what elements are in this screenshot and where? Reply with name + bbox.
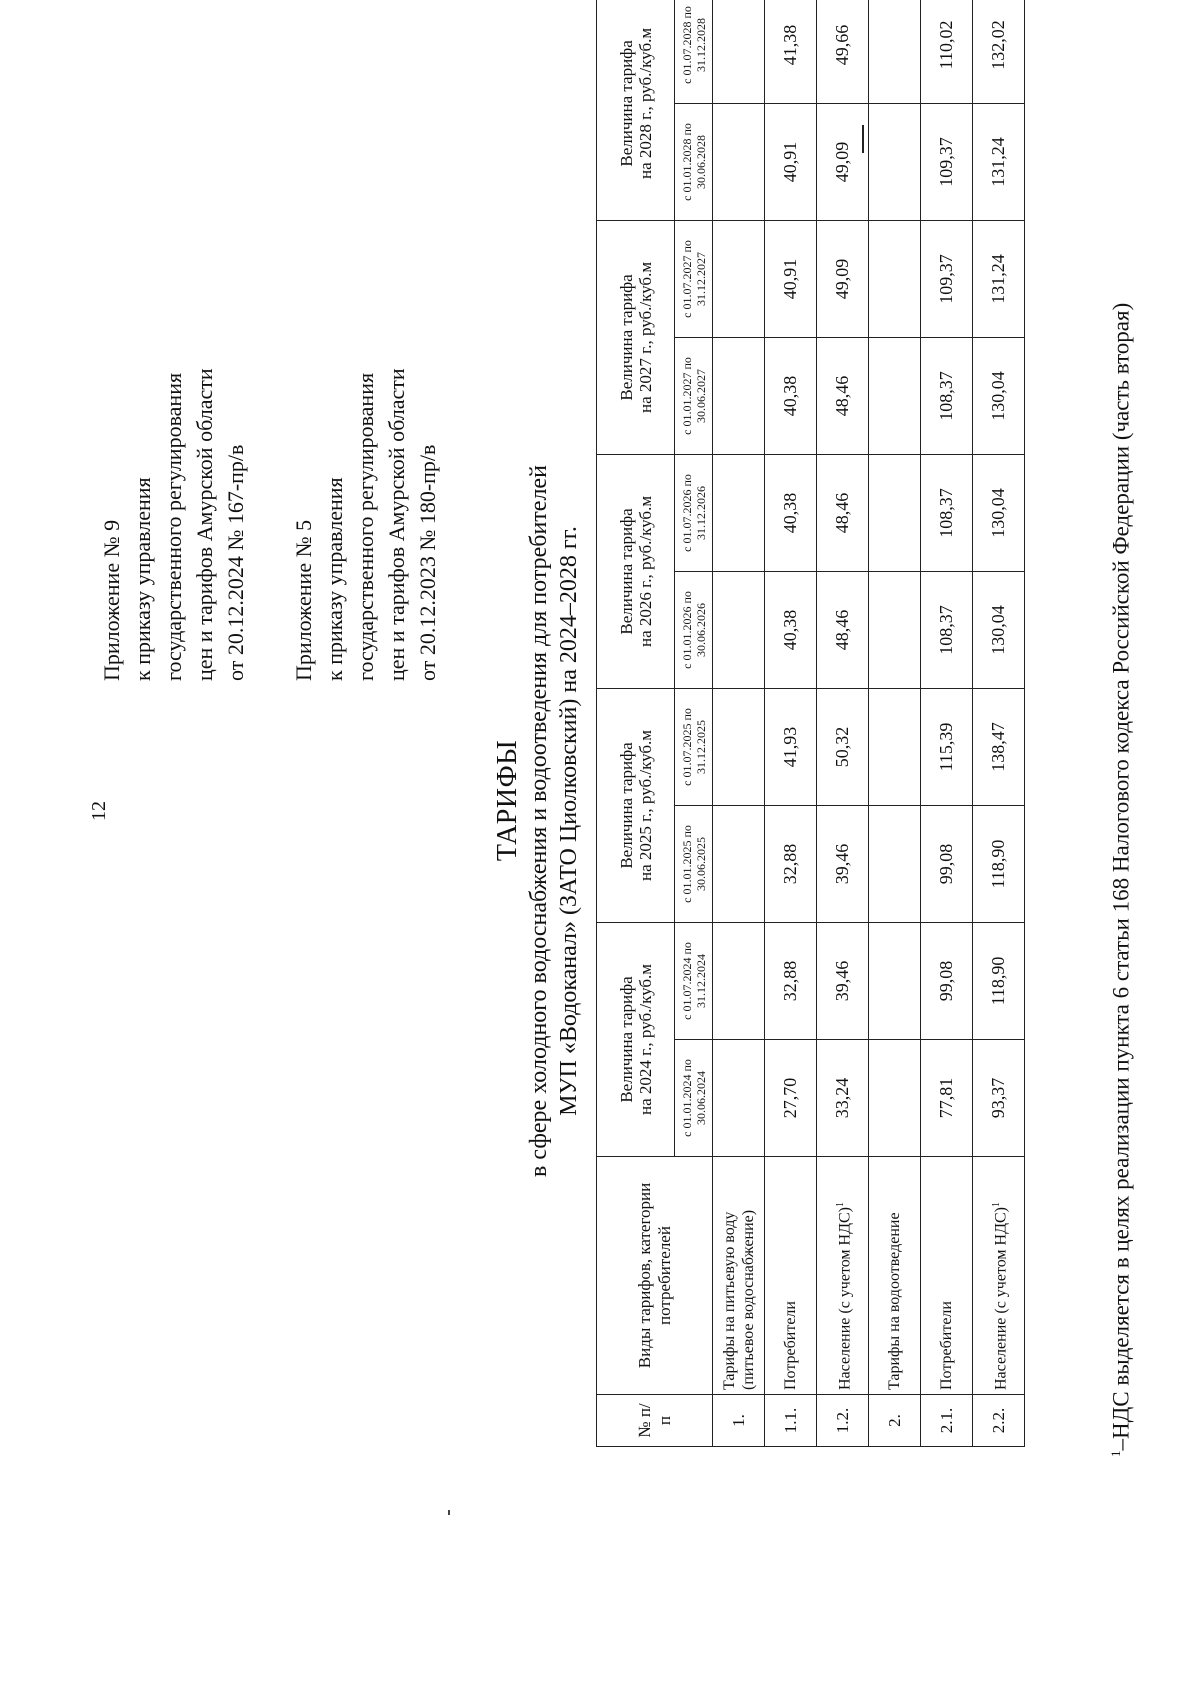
row-category-text: Население (с учетом НДС): [992, 1206, 1010, 1390]
tariff-value: [869, 454, 921, 571]
row-category-text: Потребители: [938, 1301, 955, 1390]
row-category: [713, 1157, 765, 1395]
tariff-value: 93,37: [973, 1040, 1025, 1157]
tariff-value: [869, 922, 921, 1039]
tariffs-table: [596, 0, 1025, 1447]
appendix-line: Приложение № 9: [99, 519, 124, 681]
tariff-value: 33,24: [817, 1040, 869, 1157]
year-header-line2: на 2026 г., руб./куб.м: [635, 495, 655, 647]
period-header: с 01.07.2028 по 31.12.2028: [675, 0, 713, 103]
tariff-value: 108,37: [921, 571, 973, 688]
row-category: [869, 1157, 921, 1395]
period-header: с 01.01.2027 по 30.06.2027: [675, 337, 713, 454]
year-group-header: [597, 220, 675, 454]
year-group-header: [597, 0, 675, 220]
tariff-value: 41,38: [765, 0, 817, 103]
subtitle-line: МУП «Водоканал» (ЗАТО Циолковский) на 2024–2028 гг.: [556, 526, 582, 1116]
tariff-value: 40,38: [765, 571, 817, 688]
tariff-value: 108,37: [921, 337, 973, 454]
tariff-value: [869, 337, 921, 454]
tariff-value: [713, 103, 765, 220]
tariff-value: 99,08: [921, 922, 973, 1039]
footnote-mark: 1: [1108, 1450, 1123, 1457]
tariff-value: 32,88: [765, 922, 817, 1039]
row-number: 1.1.: [765, 1395, 817, 1447]
tariff-value: 40,38: [765, 454, 817, 571]
tariff-value: [869, 1040, 921, 1157]
appendix-line: от 20.12.2023 № 180-пр/в: [415, 444, 440, 681]
row-number: 2.: [869, 1395, 921, 1447]
tariff-value: 131,24: [973, 103, 1025, 220]
appendix-current: [96, 368, 251, 681]
column-header-name: Виды тарифов, категории потребителей: [597, 1157, 713, 1395]
tariff-value: [713, 0, 765, 103]
tariff-value: 40,38: [765, 337, 817, 454]
row-category-text: Тарифы на питьевую воду (питьевое водоснабжение): [720, 1209, 757, 1390]
year-header-line1: Величина тарифа: [616, 508, 636, 635]
tariff-value: [713, 1040, 765, 1157]
year-header-line1: Величина тарифа: [616, 742, 636, 869]
document-subtitle: [524, 291, 584, 1351]
tariff-value: 39,46: [817, 805, 869, 922]
tariff-value: 27,70: [765, 1040, 817, 1157]
tariff-value: 99,08: [921, 805, 973, 922]
row-category: [817, 1157, 869, 1395]
period-header: с 01.07.2027 по 31.12.2027: [675, 220, 713, 337]
footnote-ref: 1: [834, 1201, 846, 1207]
year-group-header: [597, 688, 675, 922]
table-row: [765, 0, 817, 1447]
scan-mark-line: [862, 125, 864, 153]
tariff-value: 77,81: [921, 1040, 973, 1157]
tariff-value: 48,46: [817, 454, 869, 571]
period-header: с 01.01.2028 по 30.06.2028: [675, 103, 713, 220]
tariff-value: [713, 454, 765, 571]
tariff-value: 48,46: [817, 337, 869, 454]
tariff-value: 130,04: [973, 337, 1025, 454]
tariff-value: 130,04: [973, 454, 1025, 571]
appendix-line: к приказу управления: [130, 477, 155, 681]
row-category: [765, 1157, 817, 1395]
table-row: [817, 0, 869, 1447]
appendix-previous: [288, 368, 443, 681]
document-title: ТАРИФЫ: [492, 739, 523, 862]
year-header-line1: Величина тарифа: [616, 40, 636, 167]
table-row: [973, 0, 1025, 1447]
tariff-value: 40,91: [765, 220, 817, 337]
tariff-value: 41,93: [765, 688, 817, 805]
scan-mark-dot: [448, 1510, 450, 1515]
tariff-value: [713, 571, 765, 688]
tariff-value: 40,91: [765, 103, 817, 220]
tariff-value: [869, 103, 921, 220]
tariff-value: [869, 0, 921, 103]
period-header: с 01.07.2024 по 31.12.2024: [675, 922, 713, 1039]
appendix-line: цен и тарифов Амурской области: [384, 368, 409, 681]
table-row: [921, 0, 973, 1447]
year-header-line2: на 2024 г., руб./куб.м: [635, 963, 655, 1116]
period-header: с 01.07.2026 по 31.12.2026: [675, 454, 713, 571]
tariff-value: [869, 805, 921, 922]
subtitle-line: в сфере холодного водоснабжения и водоотведения для потребителей: [526, 465, 552, 1177]
period-header: с 01.07.2025 по 31.12.2025: [675, 688, 713, 805]
year-group-header: [597, 922, 675, 1156]
appendix-line: Приложение № 5: [291, 519, 316, 681]
footnote-text: –НДС выделяется в целях реализации пункта 6 статьи 168 Налогового кодекса Российской Федерации (часть вторая): [1108, 302, 1134, 1451]
year-header-line2: на 2025 г., руб./куб.м: [635, 729, 655, 882]
tariff-value: 39,46: [817, 922, 869, 1039]
row-category-text: Население (с учетом НДС): [836, 1206, 854, 1390]
row-number: 2.1.: [921, 1395, 973, 1447]
year-header-line2: на 2028 г., руб./куб.м: [635, 27, 655, 179]
tariff-value: 49,09: [817, 220, 869, 337]
tariff-value: 48,46: [817, 571, 869, 688]
tariff-value: 32,88: [765, 805, 817, 922]
year-group-header: [597, 454, 675, 688]
year-header-line2: на 2027 г., руб./куб.м: [635, 261, 655, 413]
year-header-line1: Величина тарифа: [616, 274, 636, 401]
row-category: [973, 1157, 1025, 1395]
period-header: с 01.01.2024 по 30.06.2024: [675, 1040, 713, 1157]
footnote: [1108, 37, 1135, 1457]
tariff-value: 50,32: [817, 688, 869, 805]
tariff-value: 49,09: [817, 103, 869, 220]
tariff-value: 118,90: [973, 922, 1025, 1039]
tariff-value: [869, 571, 921, 688]
column-header-number: № п/п: [597, 1395, 713, 1447]
year-header-line1: Величина тарифа: [616, 976, 636, 1103]
row-number: 1.: [713, 1395, 765, 1447]
appendix-line: от 20.12.2024 № 167-пр/в: [223, 444, 248, 681]
appendix-line: государственного регулирования: [353, 372, 378, 681]
footnote-ref: 1: [990, 1201, 1002, 1207]
row-number: 1.2.: [817, 1395, 869, 1447]
period-header: с 01.01.2026 по 30.06.2026: [675, 571, 713, 688]
appendix-line: цен и тарифов Амурской области: [192, 368, 217, 681]
tariff-value: [713, 922, 765, 1039]
tariff-value: 131,24: [973, 220, 1025, 337]
tariff-value: 138,47: [973, 688, 1025, 805]
page-number: 12: [88, 801, 110, 821]
tariff-value: 132,02: [973, 0, 1025, 103]
table-section-row: [869, 0, 921, 1447]
tariff-value: [713, 805, 765, 922]
tariff-value: 115,39: [921, 688, 973, 805]
tariff-value: [869, 688, 921, 805]
period-header: с 01.01.2025 по 30.06.2025: [675, 805, 713, 922]
tariff-value: 108,37: [921, 454, 973, 571]
tariff-value: 130,04: [973, 571, 1025, 688]
table-section-row: [713, 0, 765, 1447]
tariff-value: [869, 220, 921, 337]
tariff-value: [713, 220, 765, 337]
header-row: [597, 0, 675, 1447]
tariff-value: 109,37: [921, 220, 973, 337]
tariff-value: [713, 337, 765, 454]
row-category-text: Потребители: [782, 1301, 799, 1390]
row-category-text: Тарифы на водоотведение: [886, 1212, 903, 1390]
appendix-line: к приказу управления: [322, 477, 347, 681]
tariff-value: 49,66: [817, 0, 869, 103]
tariff-value: 109,37: [921, 103, 973, 220]
tariff-value: 118,90: [973, 805, 1025, 922]
tariff-value: 110,02: [921, 0, 973, 103]
tariff-value: [713, 688, 765, 805]
appendix-line: государственного регулирования: [161, 372, 186, 681]
row-category: [921, 1157, 973, 1395]
row-number: 2.2.: [973, 1395, 1025, 1447]
